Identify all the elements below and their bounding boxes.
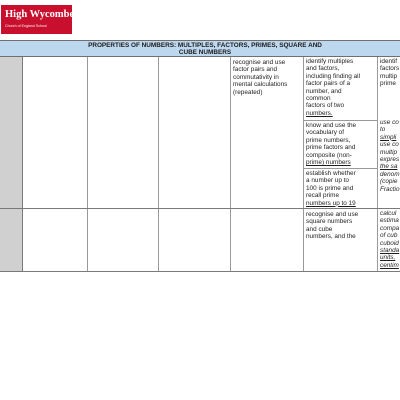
cell-prime-vocabulary: know and use the vocabulary of prime numbers, prime factors and composite (non- prime) numbers bbox=[306, 122, 357, 167]
section-title-line-1: PROPERTIES OF NUMBERS: MULTIPLES, FACTORS, PRIMES, SQUARE AND bbox=[88, 42, 322, 49]
column-divider bbox=[230, 57, 231, 208]
cell-establish-prime: establish whether a number up to 100 is prime and recall prime numbers up to 19 bbox=[306, 170, 356, 207]
section-banner bbox=[0, 40, 400, 57]
cell-identify-factors-partial: identif factors multip prime bbox=[380, 58, 400, 88]
section-title-line-2: CUBE NUMBERS bbox=[178, 49, 232, 56]
cell-square-cube: recognise and use square numbers and cube numbers, and the bbox=[306, 211, 359, 241]
curriculum-table bbox=[0, 40, 400, 272]
cell-calculate-partial: calcul estima compa of cub cuboid standa units, centim bbox=[380, 210, 400, 269]
column-divider bbox=[303, 209, 304, 271]
column-divider bbox=[87, 57, 88, 208]
section-title bbox=[60, 42, 350, 56]
cell-simplify-partial: use co to simpli use co multip expres the sa denom (copie Fractio bbox=[380, 119, 400, 193]
cell-divider bbox=[303, 120, 377, 121]
column-divider bbox=[230, 209, 231, 271]
column-divider bbox=[377, 57, 378, 208]
row-gutter bbox=[0, 209, 23, 271]
table-row bbox=[0, 57, 400, 209]
column-divider bbox=[303, 57, 304, 208]
table-row bbox=[0, 209, 400, 272]
school-name: High Wycombe bbox=[5, 9, 75, 20]
school-logo bbox=[1, 5, 75, 34]
cell-identify-multiples: identify multiples and factors, including finding all factor pairs of a number, and common factors of two numbers. bbox=[306, 58, 361, 117]
column-divider bbox=[158, 57, 159, 208]
row-gutter bbox=[0, 57, 23, 208]
column-divider bbox=[158, 209, 159, 271]
column-divider bbox=[377, 209, 378, 271]
cell-divider bbox=[303, 168, 377, 169]
column-divider bbox=[87, 209, 88, 271]
school-tagline: Church of England School bbox=[5, 24, 47, 28]
cell-recognise-factor-pairs: recognise and use factor pairs and commutativity in mental calculations (repeated) bbox=[233, 59, 288, 96]
